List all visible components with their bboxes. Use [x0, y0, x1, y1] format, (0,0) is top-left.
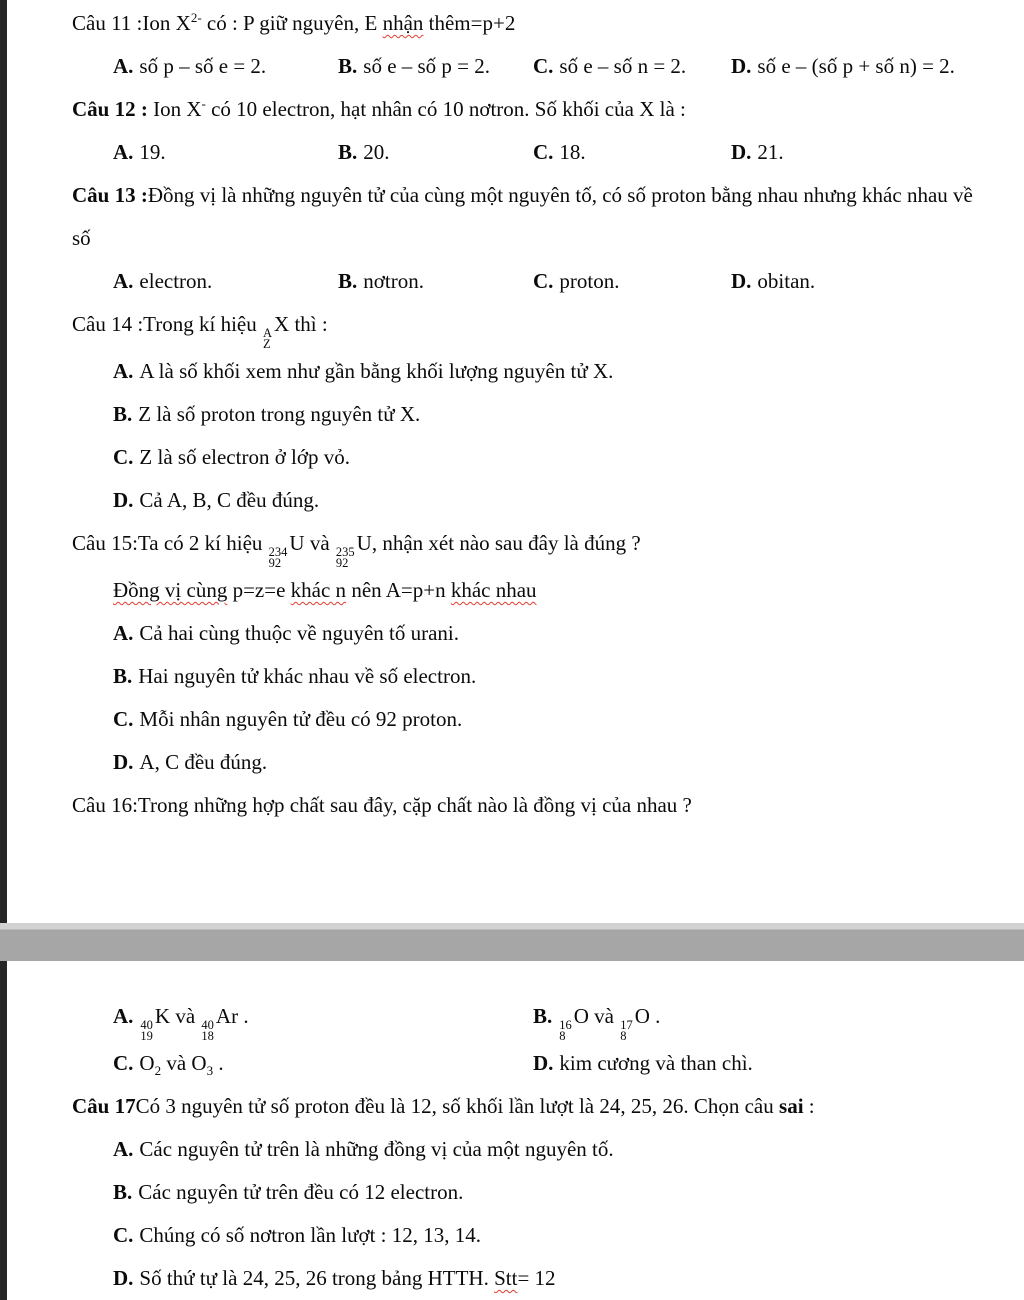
- text-run: thêm=p+2: [423, 11, 516, 35]
- option-letter: A.: [113, 269, 134, 293]
- option-letter: D.: [533, 1051, 554, 1075]
- answer-option: [0, 698, 1024, 741]
- isotope-notation: [620, 1020, 633, 1042]
- option-letter: D.: [113, 488, 134, 512]
- option-letter: D.: [731, 140, 752, 164]
- text-run: Ar .: [215, 1004, 249, 1028]
- option-letter: A.: [113, 359, 134, 383]
- answer-option: [0, 350, 1024, 393]
- subscript-run: 3: [206, 1063, 214, 1079]
- option-letter: A.: [113, 1004, 134, 1028]
- question-number-label: Câu 14 :: [72, 312, 144, 336]
- answer-options-row: [0, 995, 1024, 1042]
- text-run: Chúng có số nơtron lần lượt : 12, 13, 14.: [139, 1223, 481, 1247]
- question-number-label: Câu 12 :: [72, 97, 154, 121]
- text-run: 19.: [139, 140, 166, 164]
- text-run: Ion X: [142, 11, 191, 35]
- text-run: X thì :: [274, 312, 328, 336]
- option-letter: A.: [113, 621, 134, 645]
- atomic-number: 8: [620, 1029, 627, 1043]
- text-run: 20.: [363, 140, 390, 164]
- option-letter: B.: [338, 140, 358, 164]
- isotope-notation: [269, 547, 288, 569]
- text-run: số e – số n = 2.: [559, 54, 687, 78]
- answer-option: [0, 436, 1024, 479]
- blank-space: [0, 827, 1024, 923]
- answer-option: [113, 45, 338, 88]
- question-number-label: Câu 15:: [72, 531, 138, 555]
- answer-option: [0, 655, 1024, 698]
- subscript-run: 2: [154, 1063, 162, 1079]
- mass-number: 40: [201, 1018, 214, 1032]
- option-letter: C.: [533, 269, 554, 293]
- answer-option: [533, 131, 731, 174]
- question-paragraph: [0, 1085, 1024, 1128]
- text-run: Ion X: [153, 97, 202, 121]
- text-run: = 12: [517, 1266, 556, 1290]
- text-run: Các nguyên tử trên đều có 12 electron.: [138, 1180, 464, 1204]
- option-letter: C.: [533, 54, 554, 78]
- question-number-label: Câu 16:: [72, 793, 138, 817]
- question-paragraph: [0, 2, 1024, 45]
- answer-option: [113, 260, 338, 303]
- isotope-notation: [336, 547, 355, 569]
- question-number-label: Câu 17: [72, 1094, 136, 1118]
- answer-option: [731, 131, 784, 174]
- question-paragraph: [0, 522, 1024, 569]
- option-letter: B.: [338, 269, 358, 293]
- answer-option: [0, 393, 1024, 436]
- answer-option: [533, 1042, 753, 1085]
- answer-options-row: [0, 45, 1024, 88]
- misspelled-word: Đồng vị cùng: [113, 578, 228, 602]
- text-run: số p – số e = 2.: [139, 54, 267, 78]
- text-run: có 10 electron, hạt nhân có 10 nơtron. Số khối của X là :: [205, 97, 686, 121]
- text-run: :: [803, 1094, 815, 1118]
- page-2: [0, 961, 1024, 1300]
- answer-option: [0, 612, 1024, 655]
- text-run: A, C đều đúng.: [139, 750, 268, 774]
- text-run: Trong kí hiệu: [143, 312, 262, 336]
- text-run: Hai nguyên tử khác nhau về số electron.: [138, 664, 477, 688]
- page-break-gap: [0, 923, 1024, 961]
- option-letter: B.: [113, 1180, 133, 1204]
- superscript-run: 2-: [190, 10, 202, 25]
- isotope-notation: [263, 328, 272, 350]
- question-paragraph: [0, 303, 1024, 350]
- option-letter: C.: [113, 1051, 134, 1075]
- answer-option: [731, 260, 815, 303]
- text-run: số e – số p = 2.: [363, 54, 491, 78]
- mass-number: 235: [335, 545, 355, 559]
- mass-number: 234: [268, 545, 288, 559]
- text-run: Cả A, B, C đều đúng.: [139, 488, 320, 512]
- option-letter: C.: [533, 140, 554, 164]
- text-run: Đồng vị là những nguyên tử của cùng một nguyên tố, có số proton bằng nhau nhưng khác nhau về số: [72, 183, 973, 250]
- text-run: và O: [161, 1051, 207, 1075]
- text-run: kim cương và than chì.: [559, 1051, 753, 1075]
- answer-option: [113, 995, 533, 1042]
- text-run: Cả hai cùng thuộc về nguyên tố urani.: [139, 621, 460, 645]
- answer-option: [533, 45, 731, 88]
- annotation-line: [0, 569, 1024, 612]
- option-letter: B.: [113, 402, 133, 426]
- option-letter: C.: [113, 445, 134, 469]
- mass-number: 40: [140, 1018, 153, 1032]
- atomic-number: 92: [335, 556, 349, 570]
- text-run: Ta có 2 kí hiệu: [137, 531, 268, 555]
- text-run: O: [139, 1051, 155, 1075]
- answer-option: [0, 741, 1024, 784]
- answer-option: [0, 479, 1024, 522]
- text-run: có : P giữ nguyên, E: [201, 11, 383, 35]
- option-letter: D.: [113, 1266, 134, 1290]
- isotope-notation: [201, 1020, 214, 1042]
- text-run: Z là số electron ở lớp vỏ.: [139, 445, 350, 469]
- mass-number: 17: [620, 1018, 633, 1032]
- misspelled-word: nhận: [382, 11, 424, 35]
- text-run: Mỗi nhân nguyên tử đều có 92 proton.: [139, 707, 463, 731]
- option-letter: D.: [731, 54, 752, 78]
- question-number-label: Câu 13 :: [72, 183, 148, 207]
- text-run: nên A=p+n: [346, 578, 451, 602]
- answer-option: [533, 260, 731, 303]
- option-letter: A.: [113, 140, 134, 164]
- answer-option: [338, 45, 533, 88]
- superscript-run: -: [201, 96, 206, 111]
- answer-options-row: [0, 131, 1024, 174]
- atomic-number: 18: [201, 1029, 214, 1043]
- text-run: O .: [634, 1004, 661, 1028]
- answer-option: [0, 1171, 1024, 1214]
- text-run: A là số khối xem như gần bằng khối lượng nguyên tử X.: [139, 359, 614, 383]
- answer-options-row: [0, 1042, 1024, 1085]
- answer-option: [0, 1128, 1024, 1171]
- text-run: 18.: [559, 140, 586, 164]
- text-run: p=z=e: [227, 578, 291, 602]
- option-letter: C.: [113, 1223, 134, 1247]
- option-letter: A.: [113, 1137, 134, 1161]
- text-run: proton.: [559, 269, 620, 293]
- answer-option: [113, 131, 338, 174]
- isotope-notation: [559, 1020, 572, 1042]
- atomic-number: 19: [140, 1029, 153, 1043]
- misspelled-word: Stt: [494, 1266, 518, 1290]
- misspelled-word: khác n: [290, 578, 347, 602]
- page-2-content: [0, 961, 1024, 1300]
- atomic-number: 92: [268, 556, 282, 570]
- answer-option: [113, 1042, 533, 1085]
- option-letter: B.: [113, 664, 133, 688]
- option-letter: B.: [338, 54, 358, 78]
- text-run: nơtron.: [363, 269, 424, 293]
- text-run: Có 3 nguyên tử số proton đều là 12, số khối lần lượt là 24, 25, 26. Chọn câu: [135, 1094, 780, 1118]
- answer-option: [338, 131, 533, 174]
- question-paragraph: [0, 784, 1024, 827]
- text-run: obitan.: [757, 269, 816, 293]
- text-run: U, nhận xét nào sau đây là đúng ?: [356, 531, 641, 555]
- text-run: .: [213, 1051, 224, 1075]
- option-letter: D.: [113, 750, 134, 774]
- option-letter: A.: [113, 54, 134, 78]
- text-run: Z là số proton trong nguyên tử X.: [138, 402, 421, 426]
- text-run: Số thứ tự là 24, 25, 26 trong bảng HTTH.: [139, 1266, 495, 1290]
- question-paragraph: [0, 174, 1024, 260]
- misspelled-word: khác nhau: [450, 578, 537, 602]
- text-run: electron.: [139, 269, 213, 293]
- question-number-label: Câu 11 :: [72, 11, 143, 35]
- option-letter: C.: [113, 707, 134, 731]
- answer-option: [731, 45, 955, 88]
- text-run: Trong những hợp chất sau đây, cặp chất nào là đồng vị của nhau ?: [137, 793, 692, 817]
- answer-options-row: [0, 260, 1024, 303]
- atomic-number: Z: [263, 337, 271, 351]
- text-run: 21.: [757, 140, 784, 164]
- answer-option: [533, 995, 660, 1042]
- text-run: O và: [573, 1004, 620, 1028]
- mass-number: A: [263, 326, 273, 340]
- option-letter: D.: [731, 269, 752, 293]
- answer-option: [338, 260, 533, 303]
- isotope-notation: [140, 1020, 153, 1042]
- mass-number: 16: [559, 1018, 572, 1032]
- bold-run: sai: [779, 1094, 804, 1118]
- answer-option: [0, 1214, 1024, 1257]
- text-run: U và: [289, 531, 335, 555]
- text-run: K và: [154, 1004, 201, 1028]
- atomic-number: 8: [559, 1029, 566, 1043]
- text-run: Các nguyên tử trên là những đồng vị của một nguyên tố.: [139, 1137, 614, 1161]
- text-run: số e – (số p + số n) = 2.: [757, 54, 955, 78]
- answer-option: [0, 1257, 1024, 1300]
- question-paragraph: [0, 88, 1024, 131]
- option-letter: B.: [533, 1004, 553, 1028]
